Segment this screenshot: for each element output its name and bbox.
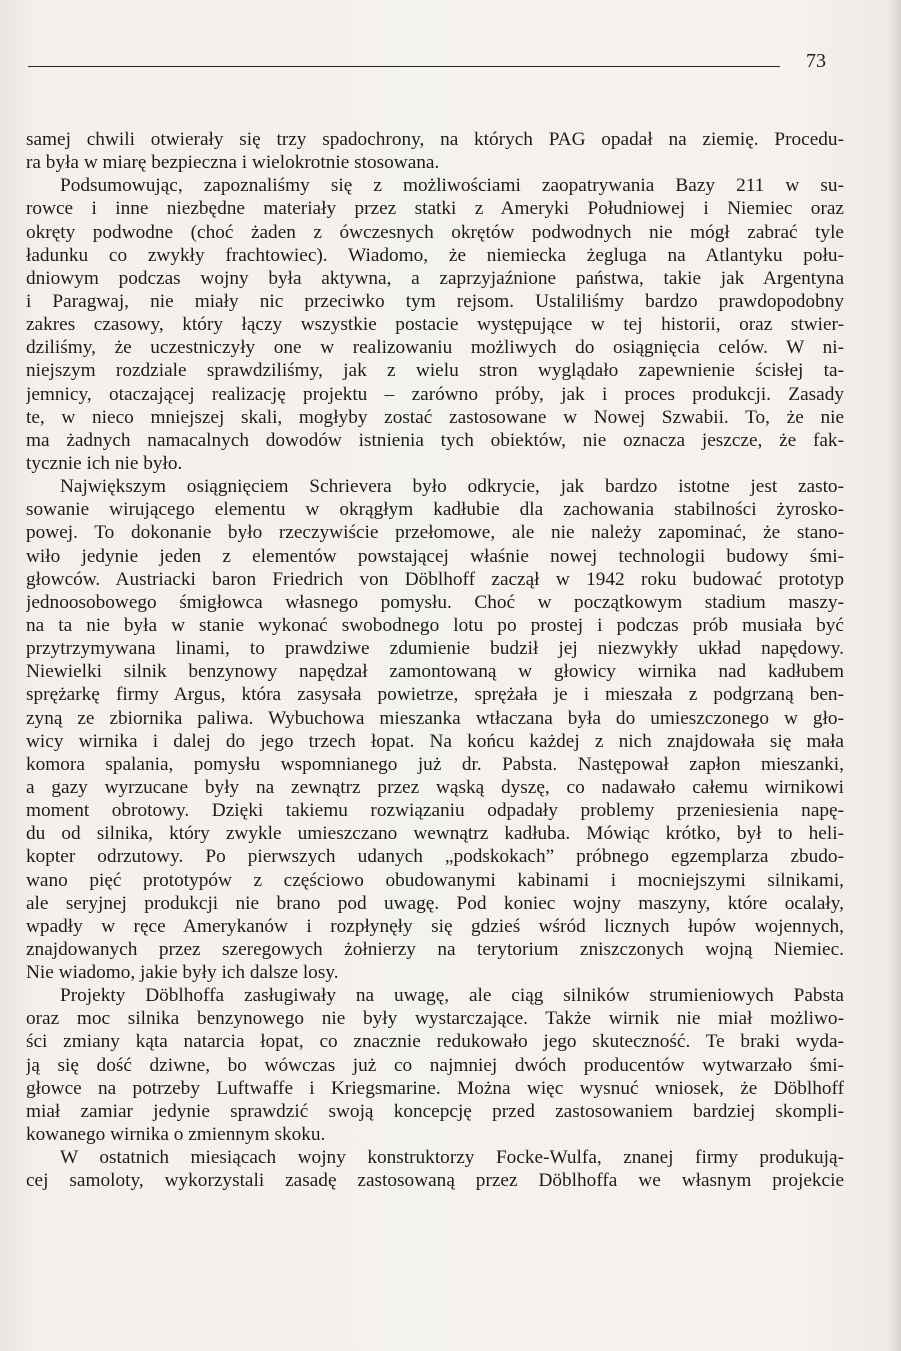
- text-line: niejszym rozdziale sprawdziliśmy, jak z wielu stron wyglądało zapewnienie ścisłej ta-: [26, 360, 844, 382]
- body-text: [26, 128, 844, 1192]
- text-line: głowce na potrzeby Luftwaffe i Kriegsmarine. Można więc wysnuć wniosek, że Döblhoff: [26, 1077, 844, 1099]
- text-line: jednoosobowego śmigłowca własnego pomysłu. Choć w początkowym stadium maszy-: [26, 591, 844, 613]
- text-line: wicy wirnika i dalej do jego trzech łopat. Na końcu każdej z nich znajdowała się mała: [26, 730, 844, 752]
- header-rule: [28, 66, 780, 67]
- text-line: na ta nie była w stanie wykonać swobodnego lotu po prostej i podczas prób musiała być: [26, 614, 844, 636]
- text-line: zyną ze zbiornika paliwa. Wybuchowa mieszanka wtłaczana była do umieszczonego w gło-: [26, 707, 844, 729]
- text-line: du od silnika, który zwykle umieszczano wewnątrz kadłuba. Mówiąc krótko, był to heli-: [26, 823, 844, 845]
- text-line: a gazy wyrzucane były na zewnątrz przez wąską dyszę, co nadawało całemu wirnikowi: [26, 776, 844, 798]
- text-line: ści zmiany kąta natarcia łopat, co znacznie redukowało jego skuteczność. Te braki wyda-: [26, 1031, 844, 1053]
- text-line: ładunku co zwykły frachtowiec). Wiadomo, że niemiecka żegluga na Atlantyku połu-: [26, 244, 844, 266]
- text-line: moment obrotowy. Dzięki takiemu rozwiązaniu odpadały problemy przeniesienia napę-: [26, 800, 844, 822]
- text-line: ra była w miarę bezpieczna i wielokrotnie stosowana.: [26, 152, 440, 174]
- text-line: i Paragwaj, nie miały nic przeciwko tym rejsom. Ustaliliśmy bardzo prawdopodobny: [26, 290, 844, 312]
- text-line: Podsumowując, zapoznaliśmy się z możliwościami zaopatrywania Bazy 211 w su-: [60, 175, 844, 197]
- text-line: W ostatnich miesiącach wojny konstruktorzy Focke-Wulfa, znanej firmy produkują-: [60, 1147, 844, 1169]
- page-edge-shadow: [887, 0, 901, 1351]
- text-line: oraz moc silnika benzynowego nie były wystarczające. Także wirnik nie miał możliwo-: [26, 1008, 844, 1030]
- text-line: znajdowanych przez szeregowych żołnierzy na terytorium zniszczonych wojną Niemiec.: [26, 938, 844, 960]
- text-line: miał zamiar jedynie sprawdzić swoją koncepcję przed zastosowaniem bardziej skompli-: [26, 1100, 844, 1122]
- text-line: samej chwili otwierały się trzy spadochrony, na których PAG opadał na ziemię. Procedu-: [26, 129, 844, 150]
- text-line: okręty podwodne (choć żaden z ówczesnych okrętów podwodnych nie mógł zabrać tyle: [26, 221, 844, 243]
- text-line: te, w nieco mniejszej skali, mogłyby zostać zastosowane w Nowej Szwabii. To, że nie: [26, 406, 844, 428]
- text-line: dniowym podczas wojny była aktywna, a zaprzyjaźnione państwa, takie jak Argentyna: [26, 267, 844, 289]
- text-line: kowanego wirnika o zmiennym skoku.: [26, 1124, 326, 1146]
- text-line: ma żadnych namacalnych dowodów istnienia tych obiektów, nie oznacza jeszcze, że fak-: [26, 429, 844, 451]
- text-line: ale seryjnej produkcji nie brano pod uwagę. Pod koniec wojny maszyny, które ocalały,: [26, 892, 844, 914]
- text-line: powej. To dokonanie było rzeczywiście przełomowe, ale nie należy zapominać, że stano-: [26, 522, 844, 544]
- text-line: sowanie wirującego elementu w okrągłym kadłubie dla zachowania stabilności żyrosko-: [26, 499, 844, 521]
- text-line: głowców. Austriacki baron Friedrich von Döblhoff zaczął w 1942 roku budować prototyp: [26, 568, 844, 590]
- text-line: wpadły w ręce Amerykanów i rozpłynęły się gdzieś wśród licznych łupów wojennych,: [26, 915, 844, 937]
- text-line: Nie wiadomo, jakie były ich dalsze losy.: [26, 962, 339, 984]
- text-line: wiło jedynie jeden z elementów powstającej właśnie nowej technologii budowy śmi-: [26, 545, 844, 567]
- text-line: rowce i inne niezbędne materiały przez statki z Ameryki Południowej i Niemiec oraz: [26, 198, 844, 220]
- text-line: Niewielki silnik benzynowy napędzał zamontowaną w głowicy wirnika nad kadłubem: [26, 661, 844, 683]
- text-line: przytrzymywana linami, to prawdziwe zdumienie budził jej niezwykły układ napędowy.: [26, 638, 844, 660]
- text-line: Projekty Döblhoffa zasługiwały na uwagę, ale ciąg silników strumieniowych Pabsta: [60, 985, 844, 1007]
- text-line: kopter odrzutowy. Po pierwszych udanych „podskokach” próbnego egzemplarza zbudo-: [26, 846, 844, 868]
- header-bleed-through: [36, 40, 456, 54]
- text-line: cej samoloty, wykorzystali zasadę zastosowaną przez Döblhoffa we własnym projekcie: [26, 1170, 844, 1192]
- text-line: sprężarkę firmy Argus, która zasysała powietrze, sprężała je i mieszała z podgrzaną ben-: [26, 684, 844, 706]
- text-line: wano pięć prototypów z częściowo obudowanymi kabinami i mocniejszymi silnikami,: [26, 869, 844, 891]
- text-line: Największym osiągnięciem Schrievera było odkrycie, jak bardzo istotne jest zasto-: [60, 476, 844, 498]
- text-line: tycznie ich nie było.: [26, 452, 183, 474]
- text-line: ją się dość dziwne, bo wówczas już co najmniej dwóch producentów wytwarzało śmi-: [26, 1054, 844, 1076]
- text-line: jemnicy, otaczającej realizację projektu – zarówno próby, jak i proces produkcji. Zasady: [26, 383, 844, 405]
- text-line: komora spalania, pomysłu wspomnianego już dr. Pabsta. Następował zapłon mieszanki,: [26, 753, 844, 775]
- text-line: dziliśmy, że uczestniczyły one w realizowaniu możliwych do osiągnięcia celów. W ni-: [26, 337, 844, 359]
- page-number: 73: [806, 50, 826, 72]
- text-line: zakres czasowy, który łączy wszystkie postacie występujące w tej historii, oraz stwier-: [26, 314, 844, 336]
